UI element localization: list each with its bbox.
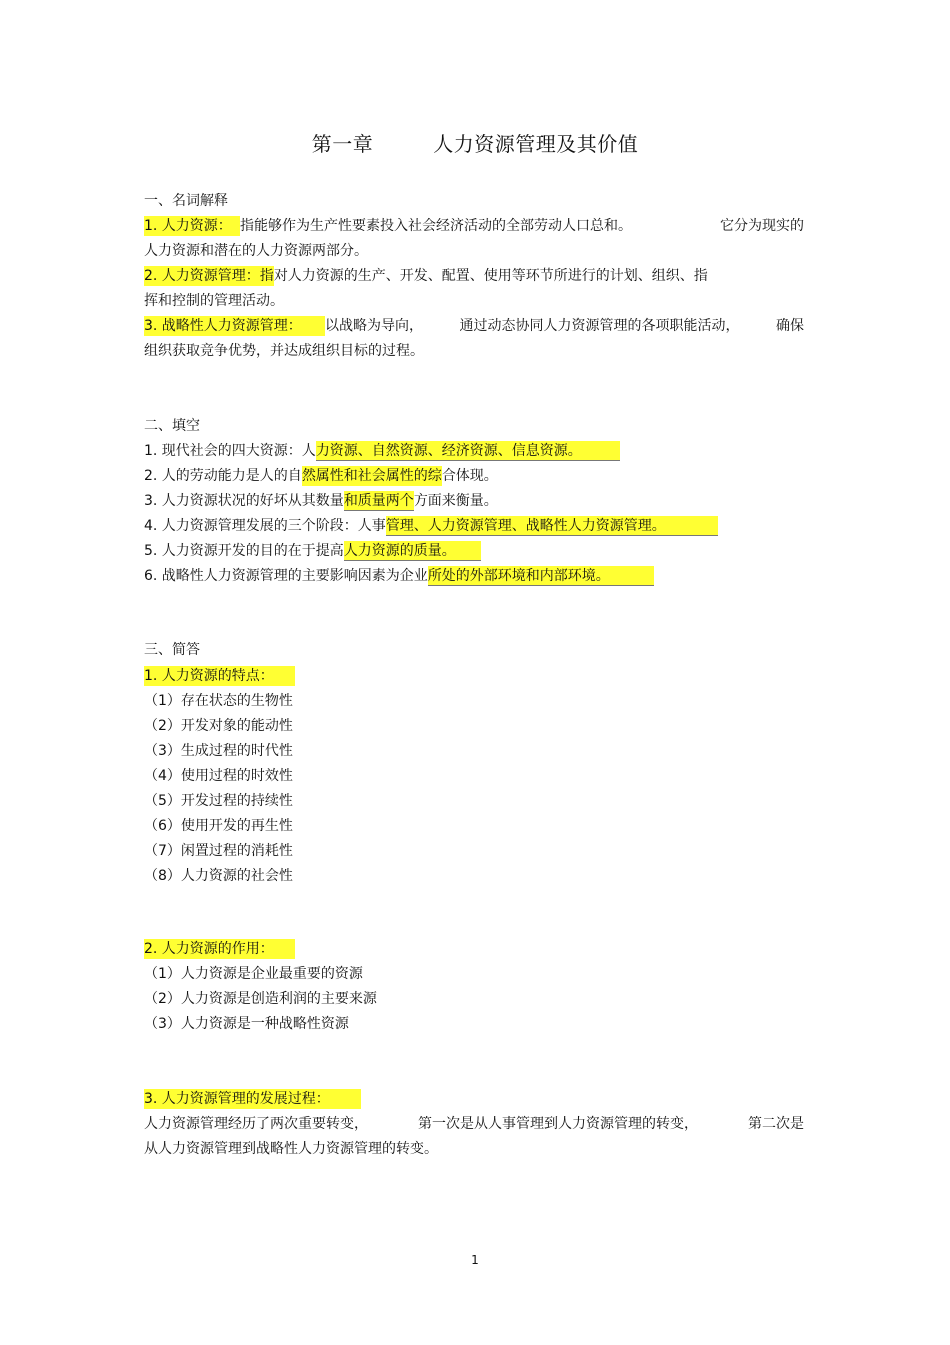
definition-text: 对人力资源的生产、开发、配置、使用等环节所进行的计划、组织、指 xyxy=(273,268,708,284)
fill-in-item xyxy=(144,491,498,511)
definition-1-line-1 xyxy=(144,216,804,236)
question-title-highlight: 2. 人力资源的作用： xyxy=(144,939,295,959)
section-heading-fill-in: 二、填空 xyxy=(144,418,200,434)
list-item: （3）生成过程的时代性 xyxy=(144,743,293,759)
list-item: （7）闲置过程的消耗性 xyxy=(144,843,293,859)
definition-2-line-2: 挥和控制的管理活动。 xyxy=(144,293,284,309)
list-item: （2）人力资源是创造利润的主要来源 xyxy=(144,991,377,1007)
definition-text: 它分为现实的 xyxy=(720,218,804,234)
definition-text: 通过动态协同人力资源管理的各项职能活动， xyxy=(459,318,740,334)
question-title xyxy=(144,666,295,686)
question-title-highlight: 1. 人力资源的特点： xyxy=(144,666,295,686)
fill-in-item xyxy=(144,516,718,536)
definition-3-line-2: 组织获取竞争优势，并达成组织目标的过程。 xyxy=(144,343,424,359)
fill-in-item xyxy=(144,466,498,486)
definition-term: 1. 人力资源： xyxy=(144,216,240,236)
answer-highlight: 管理、人力资源管理、战略性人力资源管理。 xyxy=(386,516,718,536)
page-number: 1 xyxy=(471,1253,479,1267)
definition-text: 确保 xyxy=(776,318,804,334)
question-text: 1. 现代社会的四大资源：人 xyxy=(144,443,316,459)
question-text: 方面来衡量。 xyxy=(413,493,498,509)
question-text: 2. 人的劳动能力是人的自 xyxy=(144,468,302,484)
fill-in-item xyxy=(144,541,481,561)
paragraph-text: 第一次是从人事管理到人力资源管理的转变， xyxy=(418,1116,698,1132)
chapter-title xyxy=(0,128,950,157)
chapter-number: 第一章 xyxy=(311,132,374,156)
list-item: （1）存在状态的生物性 xyxy=(144,693,293,709)
definition-1-line-2: 人力资源和潜在的人力资源两部分。 xyxy=(144,243,368,259)
list-item: （8）人力资源的社会性 xyxy=(144,868,293,884)
answer-highlight: 所处的外部环境和内部环境。 xyxy=(428,566,654,586)
paragraph-text: 第二次是 xyxy=(748,1116,804,1132)
question-text: 5. 人力资源开发的目的在于提高 xyxy=(144,543,344,559)
list-item: （1）人力资源是企业最重要的资源 xyxy=(144,966,363,982)
question-text: 4. 人力资源管理发展的三个阶段：人事 xyxy=(144,518,386,534)
definition-3-line-1 xyxy=(144,316,804,336)
question-title-highlight: 3. 人力资源管理的发展过程： xyxy=(144,1089,361,1109)
list-item: （6）使用开发的再生性 xyxy=(144,818,293,834)
section-heading-definitions: 一、名词解释 xyxy=(144,193,228,209)
definition-2-line-1 xyxy=(144,266,708,286)
question-title xyxy=(144,1089,361,1109)
question-title xyxy=(144,939,295,959)
question-text: 3. 人力资源状况的好坏从其数量 xyxy=(144,493,344,509)
list-item: （4）使用过程的时效性 xyxy=(144,768,293,784)
paragraph-line-1 xyxy=(144,1114,804,1134)
fill-in-item xyxy=(144,441,620,461)
list-item: （5）开发过程的持续性 xyxy=(144,793,293,809)
list-item: （2）开发对象的能动性 xyxy=(144,718,293,734)
question-text: 6. 战略性人力资源管理的主要影响因素为企业 xyxy=(144,568,428,584)
answer-highlight: 和质量两个 xyxy=(343,493,414,509)
definition-text: 指能够作为生产性要素投入社会经济活动的全部劳动人口总和。 xyxy=(240,218,632,234)
answer-highlight: 人力资源的质量。 xyxy=(344,541,481,561)
answer-highlight: 力资源、自然资源、经济资源、信息资源。 xyxy=(316,441,620,461)
list-item: （3）人力资源是一种战略性资源 xyxy=(144,1016,349,1032)
fill-in-item xyxy=(144,566,654,586)
chapter-name: 人力资源管理及其价值 xyxy=(433,132,639,156)
definition-term: 2. 人力资源管理：指 xyxy=(144,268,274,284)
paragraph-text: 人力资源管理经历了两次重要转变， xyxy=(144,1116,368,1132)
section-heading-short-answer: 三、简答 xyxy=(144,642,200,658)
answer-highlight: 然属性和社会属性的综 xyxy=(301,468,442,484)
question-text: 合体现。 xyxy=(441,468,498,484)
definition-text: 以战略为导向， xyxy=(325,318,423,334)
paragraph-line-2: 从人力资源管理到战略性人力资源管理的转变。 xyxy=(144,1141,438,1157)
definition-term: 3. 战略性人力资源管理： xyxy=(144,316,325,336)
